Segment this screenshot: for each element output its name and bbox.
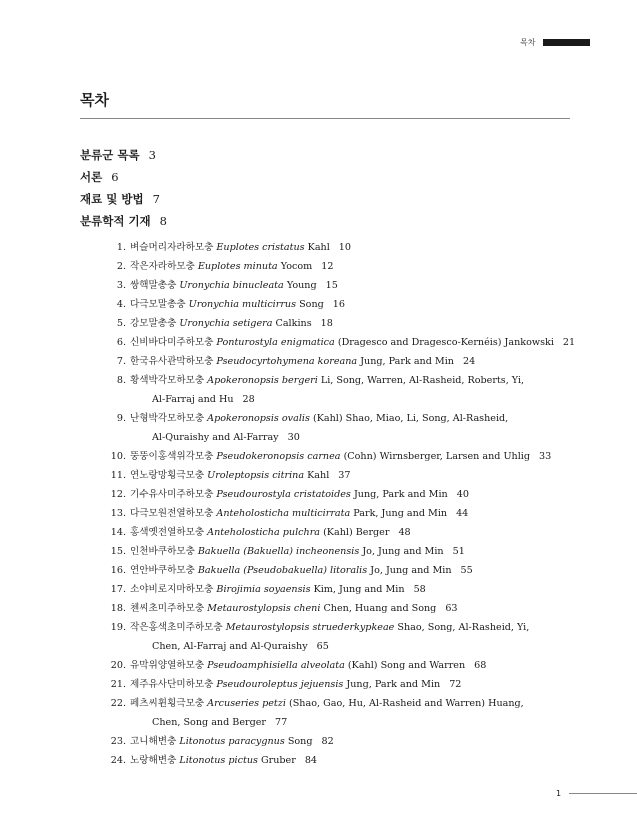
toc-entry — [80, 257, 580, 276]
toc-entry-authority-continued: Al-Quraishy and Al-Farray — [152, 432, 279, 443]
toc-entry-page: 21 — [562, 337, 576, 348]
toc-entry — [80, 694, 580, 732]
toc-sections — [80, 146, 580, 234]
toc-entry-scientific-name: Euplotes minuta — [197, 261, 278, 272]
toc-entry-page: 82 — [321, 736, 334, 747]
toc-entry-authority: Jung, Park and Min — [360, 356, 454, 367]
toc-entry-authority: (Kahl) Berger — [323, 527, 390, 538]
toc-entry-authority: (Dragesco and Dragesco-Kernéis) Jankowski — [337, 337, 554, 348]
toc-entry-authority: Jung, Park and Min — [346, 679, 441, 690]
page-number: 1 — [556, 789, 562, 798]
toc-entry-page: 48 — [398, 527, 411, 538]
toc-entry-scientific-name: Pseudourostyla cristatoides — [216, 489, 351, 500]
toc-entry-scientific-name: Metaurostylopsis struederkypkeae — [225, 622, 395, 633]
toc-entry-scientific-name: Pseudouroleptus jejuensis — [216, 679, 344, 690]
toc-entry-page: 72 — [449, 679, 462, 690]
toc-entry-page: 30 — [287, 432, 300, 443]
toc-entry-authority: Song — [299, 299, 324, 310]
toc-section — [80, 146, 580, 168]
toc-entry — [80, 371, 580, 409]
toc-entry-page: 40 — [456, 489, 469, 500]
toc-entry-scientific-name: Arcuseries petzi — [207, 698, 286, 709]
toc-entry-number: 14. — [110, 527, 126, 538]
toc-entry-korean-name: 홍색옛전열하모충 — [130, 527, 205, 538]
toc-entry-authority: Park, Jung and Min — [353, 508, 448, 519]
toc-entry-korean-name: 노랑해변충 — [130, 755, 177, 766]
toc-entry-scientific-name: Uronychia setigera — [179, 318, 273, 329]
toc-entry-scientific-name: Pseudokeronopsis carnea — [216, 451, 341, 462]
toc-entry-authority: Yocom — [280, 261, 313, 272]
toc-entry-korean-name: 작은홍색초미주하모충 — [130, 622, 223, 633]
toc-entry-korean-name: 뚱뚱이홍색위각모충 — [130, 451, 214, 462]
toc-entry-scientific-name: Ponturostyla enigmatica — [216, 337, 335, 348]
toc-entry-scientific-name: Metaurostylopsis cheni — [207, 603, 321, 614]
toc-entry-page: 37 — [338, 470, 351, 481]
toc-entry-scientific-name: Bakuella (Bakuella) incheonensis — [197, 546, 360, 557]
toc-entry-scientific-name: Uronychia binucleata — [179, 280, 284, 291]
toc-entry-authority: Kahl — [307, 470, 330, 481]
toc-entry-korean-name: 한국유사관막하모충 — [130, 356, 214, 367]
toc-entry-number: 23. — [110, 736, 126, 747]
toc-entry-number: 24. — [110, 755, 126, 766]
toc-entry — [80, 485, 580, 504]
toc-entry-number: 20. — [110, 660, 126, 671]
toc-entry-korean-name: 신비바다미주하모충 — [130, 337, 214, 348]
toc-section — [80, 212, 580, 234]
toc-entry — [80, 447, 580, 466]
toc-entry-authority: Li, Song, Warren, Al-Rasheid, Roberts, Yi, — [320, 375, 525, 386]
toc-entry-continuation — [130, 637, 580, 656]
toc-entry-authority-continued: Al-Farraj and Hu — [152, 394, 234, 405]
toc-entry — [80, 466, 580, 485]
toc-entry-korean-name: 유막위양열하모충 — [130, 660, 205, 671]
toc-entry-page: 77 — [275, 717, 288, 728]
toc-entry — [80, 675, 580, 694]
running-header-label: 목차 — [520, 38, 536, 47]
toc-entry-number: 6. — [116, 337, 126, 348]
toc-entry-number: 1. — [116, 242, 126, 253]
toc-entry-korean-name: 페츠씨휜횡극모충 — [130, 698, 205, 709]
toc-entry-number: 9. — [116, 413, 126, 424]
toc-entry-number: 2. — [116, 261, 126, 272]
toc-entry-authority: Calkins — [275, 318, 312, 329]
toc-entry-page: 15 — [325, 280, 338, 291]
toc-entry-authority: Kahl — [307, 242, 330, 253]
toc-entry-number: 11. — [110, 470, 126, 481]
table-of-contents — [80, 146, 580, 770]
toc-entry-number: 18. — [110, 603, 126, 614]
toc-entry-authority: (Kahl) Shao, Miao, Li, Song, Al-Rasheid, — [312, 413, 509, 424]
page-footer — [556, 789, 637, 798]
toc-entry-scientific-name: Apokeronopsis ovalis — [207, 413, 310, 424]
toc-entry-korean-name: 연안바쿠하모충 — [130, 565, 195, 576]
toc-section-label: 분류군 목록 — [80, 148, 140, 162]
toc-entry-korean-name: 제주유사단미하모충 — [130, 679, 214, 690]
toc-entry-number: 15. — [110, 546, 126, 557]
toc-entry-number: 16. — [110, 565, 126, 576]
toc-entry — [80, 580, 580, 599]
toc-entry — [80, 542, 580, 561]
toc-entry-authority: (Cohn) Wirnsberger, Larsen and Uhlig — [343, 451, 531, 462]
toc-entry — [80, 409, 580, 447]
toc-entry-korean-name: 벼슬머리자라하모충 — [130, 242, 214, 253]
toc-entry-scientific-name: Euplotes cristatus — [216, 242, 305, 253]
toc-entry-number: 4. — [116, 299, 126, 310]
toc-entry-authority: Jo, Jung and Min — [362, 546, 444, 557]
toc-section-label: 분류학적 기재 — [80, 214, 151, 228]
toc-entry-authority: Kim, Jung and Min — [313, 584, 405, 595]
toc-entry-page: 18 — [320, 318, 333, 329]
toc-entry-scientific-name: Bakuella (Pseudobakuella) litoralis — [197, 565, 368, 576]
toc-entry-scientific-name: Litonotus paracygnus — [179, 736, 285, 747]
toc-entry-scientific-name: Apokeronopsis bergeri — [207, 375, 318, 386]
toc-entry-number: 17. — [110, 584, 126, 595]
toc-entry-page: 63 — [445, 603, 458, 614]
toc-section-label: 서론 — [80, 170, 103, 184]
toc-section-page: 7 — [152, 192, 160, 206]
toc-entry-page: 12 — [321, 261, 334, 272]
toc-entry-authority: Jung, Park and Min — [353, 489, 448, 500]
toc-entry — [80, 504, 580, 523]
toc-entry-authority: Song — [287, 736, 313, 747]
toc-entry-korean-name: 연노랑망횡극모충 — [130, 470, 205, 481]
toc-entry-page: 44 — [456, 508, 469, 519]
toc-entry-scientific-name: Uronychia multicirrus — [188, 299, 297, 310]
toc-entry — [80, 352, 580, 371]
toc-entry — [80, 276, 580, 295]
toc-entry-korean-name: 첸씨초미주하모충 — [130, 603, 205, 614]
toc-species-list — [80, 238, 580, 770]
toc-entry-number: 10. — [110, 451, 126, 462]
toc-entry — [80, 238, 580, 257]
toc-entry-authority: Young — [286, 280, 317, 291]
toc-entry-authority: (Shao, Gao, Hu, Al-Rasheid and Warren) Huang, — [288, 698, 524, 709]
toc-entry-scientific-name: Pseudoamphisiella alveolata — [207, 660, 345, 671]
toc-entry — [80, 599, 580, 618]
toc-entry — [80, 333, 580, 352]
toc-entry-scientific-name: Pseudocyrtohymena koreana — [216, 356, 358, 367]
toc-entry-scientific-name: Birojimia soyaensis — [216, 584, 311, 595]
toc-entry-page: 58 — [413, 584, 426, 595]
toc-section-label: 재료 및 방법 — [80, 192, 144, 206]
toc-entry-page: 51 — [452, 546, 465, 557]
toc-entry-page: 65 — [316, 641, 329, 652]
header-bar — [543, 39, 590, 46]
toc-entry-page: 84 — [304, 755, 318, 766]
toc-entry-number: 19. — [110, 622, 126, 633]
toc-entry — [80, 295, 580, 314]
toc-entry-korean-name: 작은자라하모충 — [130, 261, 195, 272]
toc-entry-number: 8. — [116, 375, 126, 386]
toc-entry-scientific-name: Litonotus pictus — [179, 755, 258, 766]
toc-entry-authority: Jo, Jung and Min — [370, 565, 452, 576]
toc-section-page: 6 — [111, 170, 119, 184]
toc-entry-korean-name: 기수유사미주하모충 — [130, 489, 214, 500]
toc-entry-korean-name: 황색박각모하모충 — [130, 375, 205, 386]
toc-entry-korean-name: 고니해변충 — [130, 736, 177, 747]
toc-section-page: 8 — [159, 214, 167, 228]
toc-entry-korean-name: 강모말총충 — [130, 318, 177, 329]
toc-entry-page: 10 — [338, 242, 352, 253]
toc-entry-continuation — [130, 428, 580, 447]
footer-line — [569, 793, 637, 794]
toc-entry-number: 7. — [116, 356, 126, 367]
toc-entry — [80, 656, 580, 675]
toc-entry-authority: (Kahl) Song and Warren — [347, 660, 466, 671]
toc-entry-korean-name: 소야비로지마하모충 — [130, 584, 214, 595]
toc-section — [80, 168, 580, 190]
toc-section-page: 3 — [148, 148, 156, 162]
toc-entry-number: 3. — [116, 280, 126, 291]
toc-entry-number: 21. — [110, 679, 126, 690]
toc-entry-authority: Gruber — [260, 755, 296, 766]
toc-entry-page: 68 — [474, 660, 487, 671]
toc-entry — [80, 314, 580, 333]
toc-entry-authority-continued: Chen, Song and Berger — [152, 717, 267, 728]
toc-entry-number: 12. — [110, 489, 126, 500]
toc-entry-continuation — [130, 713, 580, 732]
toc-entry-page: 24 — [462, 356, 476, 367]
toc-entry-authority-continued: Chen, Al-Farraj and Al-Quraishy — [152, 641, 308, 652]
toc-entry-number: 22. — [110, 698, 126, 709]
toc-entry-page: 16 — [332, 299, 345, 310]
toc-entry-korean-name: 다극모말총충 — [130, 299, 186, 310]
toc-section — [80, 190, 580, 212]
toc-entry-page: 33 — [539, 451, 552, 462]
toc-entry — [80, 751, 580, 770]
toc-entry — [80, 523, 580, 542]
toc-entry-authority: Chen, Huang and Song — [323, 603, 437, 614]
toc-entry-number: 13. — [110, 508, 126, 519]
toc-entry-scientific-name: Anteholosticha pulchra — [207, 527, 320, 538]
toc-entry-number: 5. — [116, 318, 126, 329]
toc-entry — [80, 561, 580, 580]
running-header — [520, 37, 590, 48]
toc-entry — [80, 732, 580, 751]
toc-entry-continuation — [130, 390, 580, 409]
toc-entry-authority: Shao, Song, Al-Rasheid, Yi, — [397, 622, 530, 633]
toc-entry-scientific-name: Anteholosticha multicirrata — [216, 508, 351, 519]
toc-entry-korean-name: 쌍핵말총충 — [130, 280, 177, 291]
toc-entry-page: 28 — [242, 394, 255, 405]
toc-entry — [80, 618, 580, 656]
toc-entry-scientific-name: Uroleptopsis citrina — [207, 470, 305, 481]
toc-entry-korean-name: 인천바쿠하모충 — [130, 546, 195, 557]
toc-entry-korean-name: 다극모원전열하모충 — [130, 508, 214, 519]
toc-entry-page: 55 — [460, 565, 473, 576]
title-divider — [80, 118, 570, 119]
page-title: 목차 — [80, 91, 109, 109]
toc-entry-korean-name: 난형박각모하모충 — [130, 413, 205, 424]
